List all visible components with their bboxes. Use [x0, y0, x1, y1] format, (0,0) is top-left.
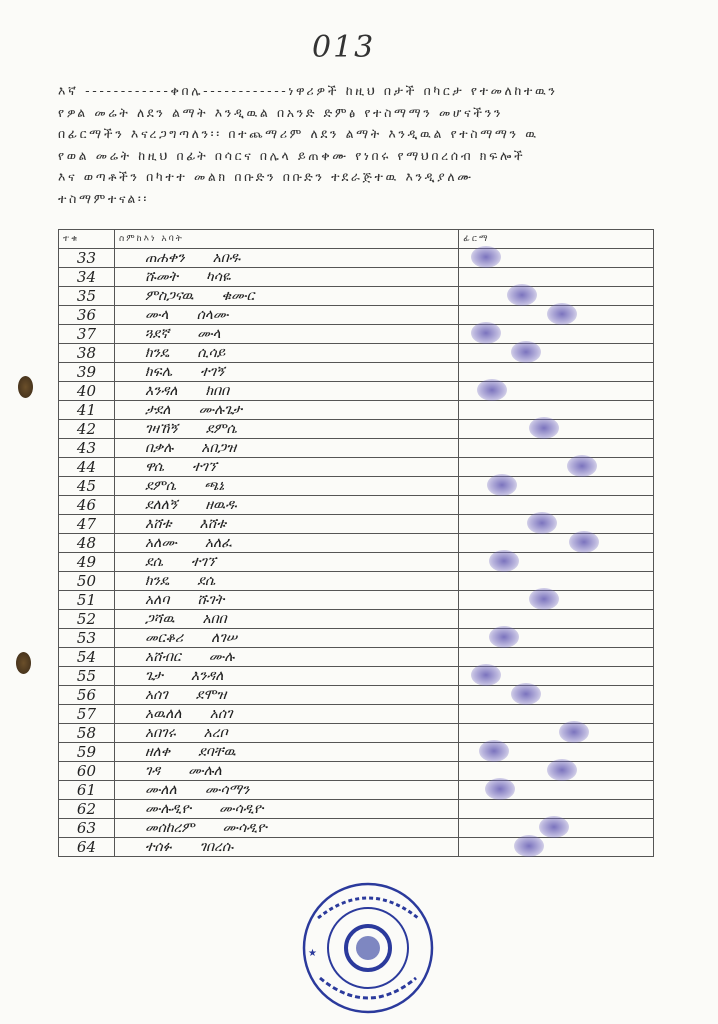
- thumbprint: [511, 341, 541, 363]
- row-full-name: [114, 400, 458, 419]
- row-signature: [459, 723, 654, 742]
- first-name: ሙለለ: [144, 781, 177, 798]
- row-full-name: [114, 343, 458, 362]
- row-full-name: [114, 552, 458, 571]
- father-name: አበዱ: [212, 249, 241, 266]
- row-full-name: [114, 248, 458, 267]
- row-number: 39: [59, 362, 115, 381]
- first-name: ተሰፉ: [144, 838, 172, 855]
- intro-paragraph: [58, 80, 648, 209]
- row-number: 42: [59, 419, 115, 438]
- father-name: እሸቱ: [199, 515, 226, 532]
- row-full-name: [114, 685, 458, 704]
- table-row: [59, 837, 654, 856]
- row-signature: [459, 286, 654, 305]
- row-number: 35: [59, 286, 115, 305]
- father-name: ተገኝ: [200, 363, 225, 380]
- first-name: ጓደኛ: [144, 325, 170, 342]
- table-row: [59, 799, 654, 818]
- row-number: 46: [59, 495, 115, 514]
- thumbprint: [547, 303, 577, 325]
- row-signature: [459, 609, 654, 628]
- father-name: ካሳዬ: [205, 268, 231, 285]
- row-full-name: [114, 381, 458, 400]
- thumbprint: [471, 322, 501, 344]
- thumbprint: [529, 588, 559, 610]
- table-row: [59, 267, 654, 286]
- row-full-name: [114, 704, 458, 723]
- father-name: ሙሳዲዮ: [222, 819, 267, 836]
- row-signature: [459, 533, 654, 552]
- father-name: አሰገ: [209, 705, 233, 722]
- father-name: ሙሳማን: [204, 781, 250, 798]
- father-name: ሙሉለ: [188, 762, 222, 779]
- table-row: [59, 571, 654, 590]
- row-full-name: [114, 286, 458, 305]
- row-signature: [459, 419, 654, 438]
- first-name: ጋሻዉ: [144, 610, 175, 627]
- row-full-name: [114, 571, 458, 590]
- header-number: ተቁ: [59, 230, 115, 249]
- row-signature: [459, 457, 654, 476]
- first-name: ታደለ: [144, 401, 171, 418]
- first-name: ሹመት: [144, 268, 178, 285]
- row-number: 49: [59, 552, 115, 571]
- table-row: [59, 495, 654, 514]
- thumbprint: [477, 379, 507, 401]
- first-name: እንዳለ: [144, 382, 178, 399]
- table-row: [59, 609, 654, 628]
- first-name: አበገሩ: [144, 724, 176, 741]
- first-name: አሸብር: [144, 648, 181, 665]
- row-full-name: [114, 647, 458, 666]
- thumbprint: [487, 474, 517, 496]
- table-row: [59, 685, 654, 704]
- first-name: ገዛኸኝ: [144, 420, 178, 437]
- father-name: ገበረሱ: [199, 838, 234, 855]
- thumbprint: [471, 246, 501, 268]
- table-row: [59, 362, 654, 381]
- page-number: 013: [312, 30, 376, 65]
- row-number: 44: [59, 457, 115, 476]
- table-row: [59, 438, 654, 457]
- first-name: ጠሐቀን: [144, 249, 185, 266]
- row-number: 60: [59, 761, 115, 780]
- father-name: ሰላሙ: [196, 306, 229, 323]
- row-signature: [459, 248, 654, 267]
- table-row: [59, 552, 654, 571]
- father-name: ሙሉ: [208, 648, 235, 665]
- svg-text:★: ★: [308, 948, 317, 959]
- first-name: ገዳ: [144, 762, 161, 779]
- table-row: [59, 476, 654, 495]
- intro-line: እኛ ------------ቀበሌ------------ነዋሪዎች ከዚህ በታች በካርታ የተመለከተዉን: [58, 83, 558, 98]
- row-number: 52: [59, 609, 115, 628]
- father-name: ደምሴ: [205, 420, 237, 437]
- table-row: [59, 780, 654, 799]
- punch-hole: [18, 376, 33, 398]
- official-stamp: [298, 878, 438, 1018]
- row-number: 40: [59, 381, 115, 400]
- row-full-name: [114, 818, 458, 837]
- intro-line: የወል መሬት ከዚህ በፊት በሳርና በሌላ ይጠቀሙ የነበሩ የማህበረሰብ ክፍሎች: [58, 147, 526, 163]
- table-row: [59, 761, 654, 780]
- thumbprint: [485, 778, 515, 800]
- table-row: [59, 305, 654, 324]
- father-name: ሙሉጌታ: [198, 401, 242, 418]
- first-name: ክፍሌ: [144, 363, 173, 380]
- father-name: ቁሙር: [221, 287, 255, 304]
- row-full-name: [114, 438, 458, 457]
- table-row: [59, 818, 654, 837]
- table-row: [59, 533, 654, 552]
- row-full-name: [114, 799, 458, 818]
- row-signature: [459, 685, 654, 704]
- row-signature: [459, 343, 654, 362]
- table-row: [59, 419, 654, 438]
- father-name: ደሴ: [197, 572, 216, 589]
- row-number: 47: [59, 514, 115, 533]
- header-name: ስምከእነ አባት: [114, 230, 458, 249]
- intro-line: እና ወጣቶችን በካተተ መልክ በቡድን በቡድን ተደራጅተዉ እንዲያለሙ: [58, 169, 474, 184]
- punch-hole: [16, 652, 31, 674]
- row-signature: [459, 571, 654, 590]
- row-full-name: [114, 324, 458, 343]
- table-header-row: [59, 230, 654, 249]
- first-name: ሙላ: [144, 306, 169, 323]
- first-name: ደለለኝ: [144, 496, 178, 513]
- table-row: [59, 248, 654, 267]
- row-number: 54: [59, 647, 115, 666]
- row-signature: [459, 400, 654, 419]
- father-name: ክበበ: [205, 382, 230, 399]
- thumbprint: [527, 512, 557, 534]
- first-name: አዉለለ: [144, 705, 182, 722]
- row-number: 37: [59, 324, 115, 343]
- table-row: [59, 628, 654, 647]
- signature-table: [58, 229, 654, 857]
- row-signature: [459, 438, 654, 457]
- father-name: ደሞዝ: [195, 686, 227, 703]
- row-number: 53: [59, 628, 115, 647]
- intro-line: ተስማምተናል፡፡: [58, 190, 149, 206]
- thumbprint: [567, 455, 597, 477]
- first-name: አለሙ: [144, 534, 177, 551]
- thumbprint: [471, 664, 501, 686]
- row-number: 50: [59, 571, 115, 590]
- first-name: ክንዴ: [144, 572, 170, 589]
- row-number: 33: [59, 248, 115, 267]
- thumbprint: [559, 721, 589, 743]
- intro-line: በፊርማችን እናረጋግጣለን፡፡ በተጨማሪም ለደን ልማት እንዲዉል የተስማማን ዉ: [58, 126, 539, 141]
- row-number: 57: [59, 704, 115, 723]
- row-signature: [459, 818, 654, 837]
- row-full-name: [114, 533, 458, 552]
- row-number: 43: [59, 438, 115, 457]
- row-full-name: [114, 476, 458, 495]
- table-row: [59, 704, 654, 723]
- row-number: 59: [59, 742, 115, 761]
- table-row: [59, 324, 654, 343]
- father-name: ሙሳዲዮ: [219, 800, 264, 817]
- father-name: አበጋዝ: [201, 439, 237, 456]
- row-signature: [459, 761, 654, 780]
- table-row: [59, 590, 654, 609]
- row-signature: [459, 552, 654, 571]
- father-name: ሹገት: [197, 591, 225, 608]
- father-name: እንዳለ: [190, 667, 224, 684]
- row-signature: [459, 590, 654, 609]
- father-name: ዘዉዱ: [205, 496, 237, 513]
- row-signature: [459, 704, 654, 723]
- thumbprint: [507, 284, 537, 306]
- thumbprint: [529, 417, 559, 439]
- table-row: [59, 400, 654, 419]
- row-number: 56: [59, 685, 115, 704]
- table-row: [59, 381, 654, 400]
- row-signature: [459, 476, 654, 495]
- row-full-name: [114, 305, 458, 324]
- row-signature: [459, 837, 654, 856]
- first-name: ሙሉዲዮ: [144, 800, 192, 817]
- row-number: 41: [59, 400, 115, 419]
- first-name: ዋሴ: [144, 458, 165, 475]
- table-row: [59, 647, 654, 666]
- thumbprint: [514, 835, 544, 857]
- table-row: [59, 666, 654, 685]
- father-name: ተገኘ: [191, 553, 216, 570]
- first-name: ምስጋናዉ: [144, 287, 194, 304]
- first-name: አሰገ: [144, 686, 168, 703]
- row-signature: [459, 666, 654, 685]
- intro-line: የዎል መሬት ለደን ልማት እንዲዉል በአንድ ድምፅ የተስማማን መሆናችንን: [58, 104, 504, 120]
- row-full-name: [114, 609, 458, 628]
- row-number: 51: [59, 590, 115, 609]
- father-name: አበበ: [202, 610, 227, 627]
- row-full-name: [114, 514, 458, 533]
- row-signature: [459, 324, 654, 343]
- row-number: 55: [59, 666, 115, 685]
- father-name: አረቦ: [203, 724, 228, 741]
- father-name: ደባቸዉ: [198, 743, 236, 760]
- father-name: ጫኔ: [204, 477, 225, 494]
- row-signature: [459, 514, 654, 533]
- father-name: ሙላ: [197, 325, 221, 342]
- first-name: መርቆሪ: [144, 629, 184, 646]
- table-row: [59, 514, 654, 533]
- header-signature: ፊርማ: [459, 230, 654, 249]
- first-name: በቃሉ: [144, 439, 174, 456]
- row-full-name: [114, 457, 458, 476]
- first-name: ዘለቀ: [144, 743, 171, 760]
- row-full-name: [114, 742, 458, 761]
- thumbprint: [511, 683, 541, 705]
- row-number: 34: [59, 267, 115, 286]
- row-full-name: [114, 267, 458, 286]
- father-name: ተገኘ: [192, 458, 218, 475]
- row-signature: [459, 628, 654, 647]
- row-number: 48: [59, 533, 115, 552]
- row-signature: [459, 742, 654, 761]
- thumbprint: [479, 740, 509, 762]
- table-row: [59, 343, 654, 362]
- row-number: 64: [59, 837, 115, 856]
- table-row: [59, 723, 654, 742]
- thumbprint: [539, 816, 569, 838]
- row-full-name: [114, 419, 458, 438]
- thumbprint: [547, 759, 577, 781]
- thumbprint: [489, 550, 519, 572]
- row-signature: [459, 495, 654, 514]
- father-name: ለገሠ: [211, 629, 238, 646]
- first-name: ክንዴ: [144, 344, 170, 361]
- father-name: አለፈ: [204, 534, 232, 551]
- row-full-name: [114, 723, 458, 742]
- table-row: [59, 457, 654, 476]
- row-full-name: [114, 761, 458, 780]
- first-name: ደምሴ: [144, 477, 177, 494]
- first-name: ደሴ: [144, 553, 163, 570]
- row-number: 36: [59, 305, 115, 324]
- thumbprint: [569, 531, 599, 553]
- thumbprint: [489, 626, 519, 648]
- row-full-name: [114, 780, 458, 799]
- row-full-name: [114, 495, 458, 514]
- row-signature: [459, 381, 654, 400]
- first-name: እሸቱ: [144, 515, 172, 532]
- row-signature: [459, 267, 654, 286]
- row-number: 63: [59, 818, 115, 837]
- row-signature: [459, 780, 654, 799]
- row-number: 61: [59, 780, 115, 799]
- row-number: 45: [59, 476, 115, 495]
- row-full-name: [114, 666, 458, 685]
- father-name: ሲሳይ: [197, 344, 226, 361]
- row-full-name: [114, 628, 458, 647]
- first-name: አለባ: [144, 591, 170, 608]
- row-number: 62: [59, 799, 115, 818]
- row-full-name: [114, 837, 458, 856]
- row-full-name: [114, 362, 458, 381]
- row-full-name: [114, 590, 458, 609]
- row-number: 58: [59, 723, 115, 742]
- first-name: ጌታ: [144, 667, 163, 684]
- row-number: 38: [59, 343, 115, 362]
- first-name: መሰከረም: [144, 819, 195, 836]
